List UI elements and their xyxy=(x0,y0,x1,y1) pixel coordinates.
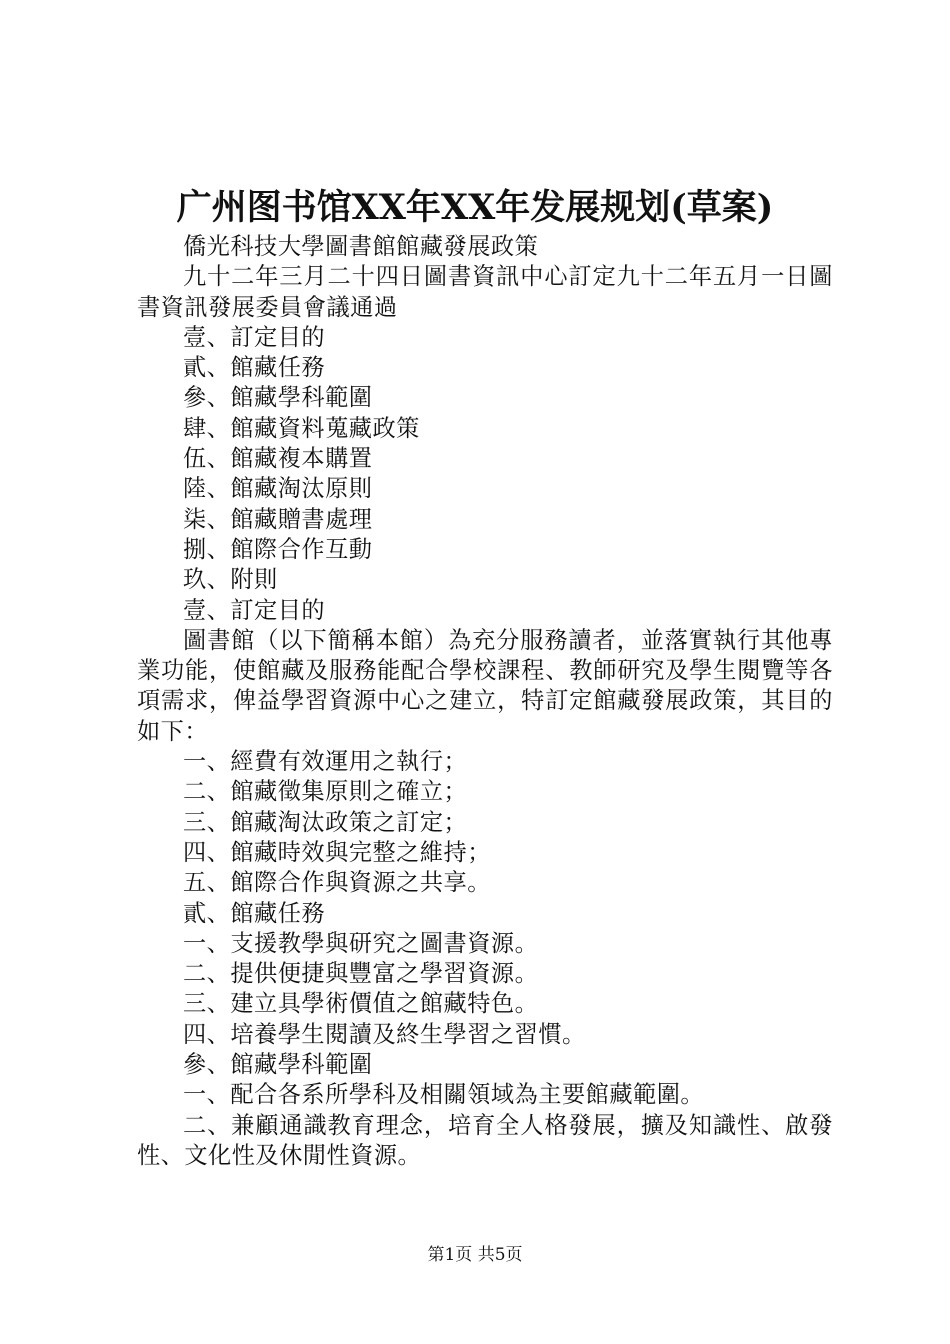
section-heading: 捌、館際合作互動 xyxy=(183,535,373,563)
paragraph: 圖書館（以下簡稱本館）為充分服務讀者，並落實執行其他專業功能，使館藏及服務能配合學校課程、教師研究及學生閱覽等各項需求，俾益學習資源中心之建立，特訂定館藏發展政策，其目的如下： xyxy=(137,626,833,745)
list-item: 二、提供便捷與豐富之學習資源。 xyxy=(183,960,539,988)
list-item: 一、配合各系所學科及相關領域為主要館藏範圍。 xyxy=(183,1081,705,1109)
section-heading: 參、館藏學科範圍 xyxy=(183,384,373,412)
document-title: 广州图书馆XX年XX年发展规划(草案) xyxy=(176,187,774,228)
section-heading: 貳、館藏任務 xyxy=(183,354,326,382)
list-item: 三、館藏淘汰政策之訂定； xyxy=(183,808,468,836)
paragraph: 九十二年三月二十四日圖書資訊中心訂定九十二年五月一日圖書資訊發展委員會議通過 xyxy=(137,263,833,321)
section-heading: 柒、館藏贈書處理 xyxy=(183,505,373,533)
list-item: 二、兼顧通識教育理念，培育全人格發展，擴及知識性、啟發性、文化性及休閒性資源。 xyxy=(137,1111,833,1169)
section-heading: 玖、附則 xyxy=(183,566,278,594)
list-item: 四、培養學生閱讀及終生學習之習慣。 xyxy=(183,1020,586,1048)
list-item: 二、館藏徵集原則之確立； xyxy=(183,778,468,806)
list-item: 三、建立具學術價值之館藏特色。 xyxy=(183,990,539,1018)
document-body xyxy=(137,232,833,1171)
section-heading: 參、館藏學科範圍 xyxy=(183,1051,373,1079)
section-heading: 陸、館藏淘汰原則 xyxy=(183,475,373,503)
section-heading: 貳、館藏任務 xyxy=(183,899,326,927)
list-item: 五、館際合作與資源之共享。 xyxy=(183,869,491,897)
list-item: 一、支援教學與研究之圖書資源。 xyxy=(183,929,539,957)
page-number-footer: 第1页 共5页 xyxy=(427,1245,523,1265)
section-heading: 壹、訂定目的 xyxy=(183,596,326,624)
paragraph: 僑光科技大學圖書館館藏發展政策 xyxy=(183,233,539,260)
section-heading: 壹、訂定目的 xyxy=(183,323,326,351)
list-item: 四、館藏時效與完整之維持； xyxy=(183,838,491,866)
section-heading: 伍、館藏複本購置 xyxy=(183,445,373,473)
list-item: 一、經費有效運用之執行； xyxy=(183,748,468,776)
section-heading: 肆、館藏資料蒐藏政策 xyxy=(183,414,420,442)
